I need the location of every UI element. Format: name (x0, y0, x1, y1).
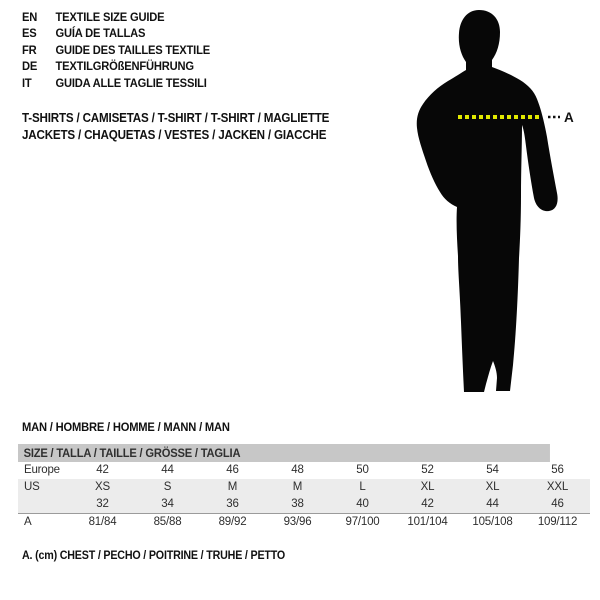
size-cell: XL (485, 481, 500, 493)
category-lines (22, 110, 329, 144)
language-label: GUÍA DE TALLAS (55, 26, 146, 41)
size-cell: 109/112 (537, 516, 578, 528)
size-cell: 89/92 (218, 516, 247, 528)
language-row (22, 42, 210, 58)
size-cell: L (359, 481, 366, 493)
language-row (22, 25, 210, 41)
section-title-man: MAN / HOMBRE / HOMME / MANN / MAN (22, 420, 230, 434)
size-cell: 56 (551, 464, 564, 476)
language-row (22, 75, 210, 91)
table-body (18, 462, 590, 531)
size-cell: 85/88 (153, 516, 182, 528)
size-cell: 38 (291, 498, 304, 510)
size-cell: XXL (546, 481, 569, 493)
category-tshirts: T-SHIRTS / CAMISETAS / T-SHIRT / T-SHIRT / MAGLIETTE (22, 111, 330, 125)
size-cell: 97/100 (345, 516, 380, 528)
size-cell: 34 (161, 498, 174, 510)
size-cell: 44 (486, 498, 499, 510)
table-row (18, 462, 590, 479)
language-row (22, 58, 210, 74)
size-cell: 44 (161, 464, 174, 476)
size-cell: 101/104 (407, 516, 448, 528)
size-cell: 52 (421, 464, 434, 476)
measure-label-a: A (564, 110, 574, 125)
category-jackets: JACKETS / CHAQUETAS / VESTES / JACKEN / GIACCHE (22, 128, 327, 142)
size-cell: 93/96 (283, 516, 312, 528)
language-code: EN (22, 10, 38, 24)
size-cell: M (227, 481, 238, 493)
language-label: GUIDE DES TAILLES TEXTILE (55, 42, 210, 57)
size-cell: M (292, 481, 303, 493)
size-cell: S (163, 481, 172, 493)
size-cell: 50 (356, 464, 369, 476)
footnote-chest: A. (cm) CHEST / PECHO / POITRINE / TRUHE / PETTO (22, 550, 286, 562)
size-cell: 36 (226, 498, 239, 510)
size-cell: 42 (421, 498, 434, 510)
size-cell: XS (95, 481, 110, 493)
row-label (18, 496, 70, 513)
language-code: IT (22, 75, 32, 90)
row-label: US (24, 481, 40, 493)
size-cell: 54 (486, 464, 499, 476)
table-row (18, 479, 590, 496)
size-cell: 40 (356, 498, 369, 510)
table-row (18, 496, 590, 513)
row-label: Europe (24, 464, 60, 476)
table-header: SIZE / TALLA / TAILLE / GRÖSSE / TAGLIA (18, 444, 550, 462)
size-cell: 81/84 (88, 516, 117, 528)
language-row (22, 9, 210, 25)
size-cell: 46 (226, 464, 239, 476)
language-label: TEXTILE SIZE GUIDE (55, 10, 165, 24)
man-silhouette (417, 10, 558, 392)
language-code: ES (22, 26, 37, 41)
language-code: DE (22, 59, 38, 74)
man-figure (405, 5, 580, 400)
size-cell: 48 (291, 464, 304, 476)
language-label: GUIDA ALLE TAGLIE TESSILI (55, 75, 207, 90)
language-code: FR (22, 42, 37, 57)
table-row (18, 513, 590, 531)
row-label: A (24, 516, 32, 528)
language-list (22, 9, 210, 91)
size-cell: 32 (96, 498, 109, 510)
size-table (18, 444, 590, 531)
size-cell: 105/108 (472, 516, 513, 528)
language-label: TEXTILGRÖßENFÜHRUNG (55, 59, 194, 74)
size-cell: 42 (96, 464, 109, 476)
size-cell: 46 (551, 498, 564, 510)
size-cell: XL (420, 481, 435, 493)
